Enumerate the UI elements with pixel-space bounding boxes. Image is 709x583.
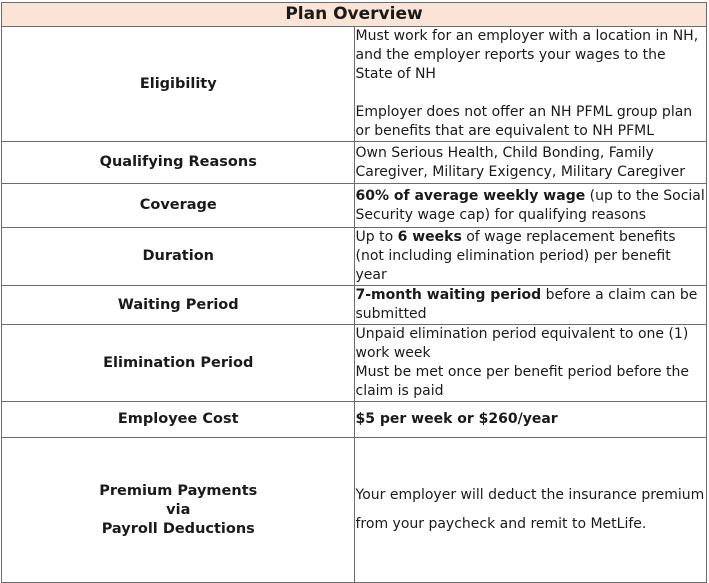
employee-cost-value: $5 per week or $260/year	[355, 411, 558, 427]
premium-label-line-3: Payroll Deductions	[101, 520, 255, 537]
table-row	[2, 325, 707, 402]
row-label-eligibility: Eligibility	[2, 27, 355, 142]
row-label-premium-payments	[2, 438, 355, 583]
coverage-emphasis: 60% of average weekly wage	[355, 187, 586, 204]
plan-overview-table	[1, 2, 707, 583]
waiting-period-text: before a claim can be submitted	[355, 287, 698, 322]
row-content-elimination-period	[354, 325, 707, 402]
table-row	[2, 27, 707, 142]
row-content-coverage	[354, 184, 707, 228]
elimination-line-2: Must be met once per benefit period before the claim is paid	[355, 364, 690, 399]
table-row	[2, 228, 707, 286]
eligibility-paragraph-1: Must work for an employer with a location in NH, and the employer reports your wages to the State of NH	[355, 28, 699, 82]
elimination-line-1: Unpaid elimination period equivalent to one (1) work week	[355, 326, 689, 361]
table-row	[2, 184, 707, 228]
table-header-row	[2, 3, 707, 27]
table-title: Plan Overview	[2, 3, 707, 27]
row-label-employee-cost: Employee Cost	[2, 402, 355, 438]
paragraph-spacer	[356, 84, 707, 103]
row-content-waiting-period	[354, 286, 707, 325]
eligibility-paragraph-2: Employer does not offer an NH PFML group plan or benefits that are equivalent to NH PFML	[355, 104, 693, 139]
row-content-qualifying-reasons: Own Serious Health, Child Bonding, Family Caregiver, Military Exigency, Military Caregiver	[354, 142, 707, 184]
row-content-eligibility	[354, 27, 707, 142]
row-label-coverage: Coverage	[2, 184, 355, 228]
table-row	[2, 142, 707, 184]
row-label-duration: Duration	[2, 228, 355, 286]
row-content-premium-payments: Your employer will deduct the insurance premium from your paycheck and remit to MetLife.	[354, 438, 707, 583]
duration-text: of wage replacement benefits (not including elimination period) per benefit year	[355, 229, 676, 283]
duration-prefix: Up to	[355, 229, 398, 245]
table-row	[2, 438, 707, 583]
row-label-waiting-period: Waiting Period	[2, 286, 355, 325]
row-label-qualifying-reasons: Qualifying Reasons	[2, 142, 355, 184]
table-row	[2, 402, 707, 438]
row-label-elimination-period: Elimination Period	[2, 325, 355, 402]
row-content-employee-cost	[354, 402, 707, 438]
coverage-text: (up to the Social Security wage cap) for qualifying reasons	[355, 187, 705, 223]
table-row	[2, 286, 707, 325]
premium-label-line-2: via	[166, 501, 191, 518]
waiting-period-emphasis: 7-month waiting period	[355, 287, 542, 303]
premium-label-line-1: Premium Payments	[99, 482, 258, 499]
duration-emphasis: 6 weeks	[397, 229, 462, 245]
row-content-duration	[354, 228, 707, 286]
